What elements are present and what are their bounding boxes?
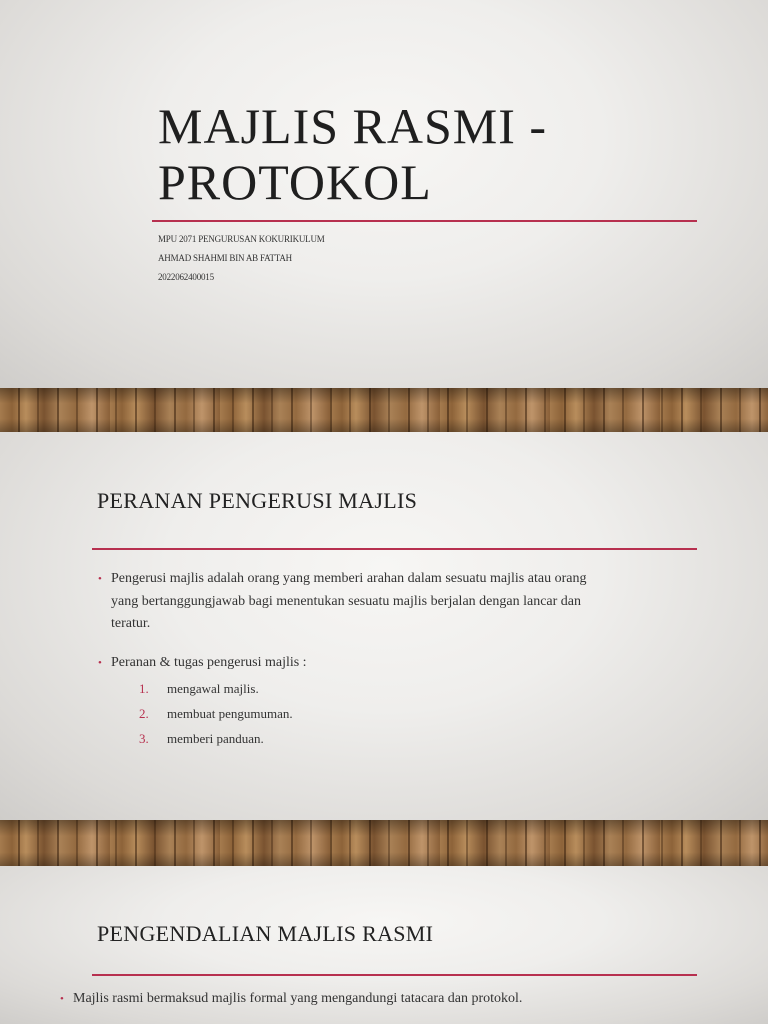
bullet-item bbox=[98, 568, 678, 636]
bullet-text: Majlis rasmi bermaksud majlis formal yang mengandungi tatacara dan protokol. bbox=[73, 991, 523, 1006]
content-slide-peranan bbox=[0, 432, 768, 820]
content-slide-pengendalian bbox=[0, 866, 768, 1024]
title-line-2: PROTOKOL bbox=[158, 154, 432, 210]
student-id: 2022062400015 bbox=[158, 272, 214, 282]
item-number: 3. bbox=[139, 731, 149, 746]
bullet-list bbox=[60, 988, 740, 1011]
bullet-dot-icon: • bbox=[98, 656, 102, 669]
item-text: mengawal majlis. bbox=[167, 681, 259, 696]
title-slide bbox=[0, 0, 768, 388]
bullet-item bbox=[98, 652, 678, 752]
subtitle-block bbox=[158, 230, 325, 287]
heading-divider bbox=[92, 548, 697, 550]
numbered-item bbox=[139, 701, 678, 726]
bullet-text-line: yang bertanggungjawab bagi menentukan sesuatu majlis berjalan dengan lancar dan bbox=[111, 593, 581, 609]
author-name: AHMAD SHAHMI BIN AB FATTAH bbox=[158, 253, 292, 263]
slide-heading: PENGENDALIAN MAJLIS RASMI bbox=[97, 921, 434, 946]
bullet-text-line: teratur. bbox=[111, 616, 151, 631]
bullet-dot-icon: • bbox=[60, 993, 64, 1005]
numbered-item bbox=[139, 726, 678, 751]
title-line-1: MAJLIS RASMI - bbox=[158, 98, 548, 154]
item-text: membuat pengumuman. bbox=[167, 706, 293, 721]
item-text: memberi panduan. bbox=[167, 731, 264, 746]
bullet-dot-icon: • bbox=[98, 573, 102, 585]
item-number: 1. bbox=[139, 681, 149, 696]
item-number: 2. bbox=[139, 706, 149, 721]
bullet-text: Peranan & tugas pengerusi majlis : bbox=[111, 654, 307, 670]
bullet-list bbox=[98, 568, 678, 751]
heading-divider bbox=[92, 974, 697, 976]
wood-floor-band bbox=[0, 388, 768, 432]
bullet-text-line: Pengerusi majlis adalah orang yang memberi arahan dalam sesuatu majlis atau orang bbox=[111, 571, 587, 586]
course-code: MPU 2071 PENGURUSAN KOKURIKULUM bbox=[158, 234, 325, 244]
title-divider bbox=[152, 220, 697, 222]
numbered-list bbox=[111, 676, 678, 751]
wood-floor-band bbox=[0, 820, 768, 866]
bullet-item bbox=[60, 988, 740, 1011]
numbered-item bbox=[139, 676, 678, 701]
presentation-title bbox=[158, 98, 718, 210]
slide-heading: PERANAN PENGERUSI MAJLIS bbox=[97, 488, 418, 513]
